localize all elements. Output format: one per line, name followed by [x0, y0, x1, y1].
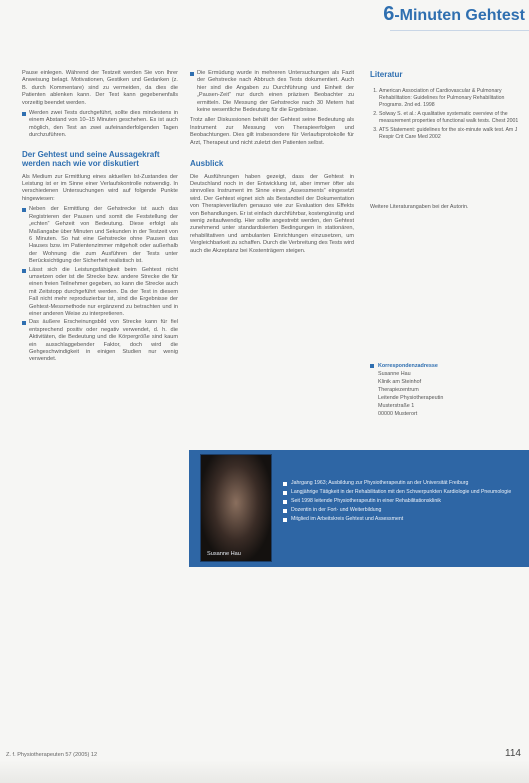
page-number: 114	[505, 748, 521, 759]
footer-citation: Z. f. Physiotherapeuten 57 (2005) 12	[6, 752, 98, 758]
column-2	[190, 70, 354, 258]
author-bio-item: Jahrgang 1963; Ausbildung zur Physiotherapeutin an der Universität Freiburg	[283, 480, 523, 487]
author-bio-item: Seit 1998 leitende Physiotherapeutin in einer Rehabilitationsklinik	[283, 498, 523, 505]
literature-title: Literatur	[370, 70, 403, 79]
author-bio-item: Langjährige Tätigkeit in der Rehabilitation mit den Schwerpunkten Kardiologie und Pneumologie	[283, 489, 523, 496]
correspondence-line: Musterstraße 1	[378, 403, 415, 409]
col2-bullet-1: Die Ermüdung wurde in mehreren Untersuchungen als Fazit der Gehstrecke nach Abbruch des Tests dokumentiert. Auch hier sind die Angaben zu Durchführung und Einheit der „Pausen-Zeit“ nur durch einen präzisen Beobachter zu ermitteln. Die Messung der Gehstrecke nach 30 Metern hat keine wesentliche Bedeutung für die Ergebnisse.	[190, 70, 354, 114]
col1-bullet-1: Werden zwei Tests durchgeführt, sollte dies mindestens in einem Abstand von 10–15 Minuten geschehen. Es ist auch möglich, den Test an zwei aufeinanderfolgenden Tagen durchzuführen.	[22, 110, 178, 140]
header-bar	[383, 0, 529, 31]
literature-item: 1. American Association of Cardiovascular & Pulmonary Rehabilitation: Guidelines for Pulmonary Rehabilitation Programs. 2nd ed. 1998	[379, 88, 520, 109]
col2-paragraph-1: Trotz aller Diskussionen behält der Gehtest seine Bedeutung als Instrument zur Messung von Therapieerfolgen und Beobachtungen. Dies gilt insbesondere für Verlaufsprotokolle für Arzt, Therapeut und nicht zuletzt den Patienten selbst.	[190, 117, 354, 146]
correspondence-line: Leitende Physiotherapeutin	[378, 395, 444, 401]
col1-paragraph-1: Pause einlegen. Während der Testzeit werden Sie von Ihrer Anweisung belagt. Motivationen, Gestiken und Gedanken (z. B. durch Kommentare) sind zu vermeiden, da dies die Patienten ablenken kann. Der Test kann gegebenenfalls vorzeitig beendet werden.	[22, 70, 178, 106]
col1-bullet-3: Lässt sich die Leistungsfähigkeit beim Gehtest nicht umsetzen oder ist die Strecke bzw. andere Strecke die für einen freien Teilnehmer gegeben, so kann die Strecke auch mit Zeitstopp durchgeführt werden. Da der Test in diesem Fall nicht mehr reproduzierbar ist, sind die Ergebnisse der Gehtest-Messmethode nur ergänzend zu betrachten und in einer anderen Weise zu interpretieren.	[22, 267, 178, 319]
literature-item: 3. ATS Statement: guidelines for the six-minute walk test. Am J Respir Crit Care Med 2002	[379, 127, 520, 141]
col1-paragraph-2: Als Medium zur Ermittlung eines aktuellen Ist-Zustandes der Leistung ist er im Sinne einer Verlaufskontrolle notwendig. In verschiedenen Untersuchungen wird auf folgende Punkte hingewiesen:	[22, 173, 178, 202]
col1-bullet-4: Das äußere Erscheinungsbild von Strecke kann für fiel entsprechend positiv oder negativ verwendet, d. h. die Aktivitäten, die Bedeutung und die Körpergröße sind kaum ein ausschlaggebender Faktor, doch wird die Gehgeschwindigkeit in einigen Studien nur wenig verwendet.	[22, 319, 178, 363]
literature-list	[370, 88, 520, 143]
correspondence-line: 00000 Musterort	[378, 411, 418, 417]
literature-note: Weitere Literaturangaben bei der Autorin.	[370, 204, 469, 210]
running-title-number: 6	[383, 3, 395, 25]
correspondence-line: Therapiezentrum	[378, 387, 419, 393]
running-title	[383, 3, 525, 26]
correspondence-line: Susanne Hau	[378, 371, 411, 377]
page-fold	[0, 760, 529, 783]
author-bio-item: Mitglied im Arbeitskreis Gehtest und Assessment	[283, 516, 523, 523]
correspondence-address	[370, 362, 520, 418]
author-box	[189, 450, 529, 567]
correspondence-line: Klinik am Steinhof	[378, 379, 422, 385]
correspondence-label: Korrespondenzadresse	[370, 362, 520, 370]
author-bio-list	[283, 480, 523, 525]
running-title-text: -Minuten Gehtest	[394, 7, 525, 24]
col1-bullet-2: Neben der Ermittlung der Gehstrecke ist auch das Registrieren der Pausen und somit die Feststellung der „echten“ Gehzeit von Bedeutung. Diese erfolgt als Maßangabe über Minuten und Sekunden in der Testzeit von 6 Minuten. So hat eine Gehstrecke ohne Pausen das Hauses bzw. im Patientenzimmer mitgeholt oder außerhalb der Wohnung die zum Ausführen der Tests unter Berücksichtigung der Sicherheit realistisch ist.	[22, 206, 178, 265]
author-bio-item: Dozentin in der Fort- und Weiterbildung	[283, 507, 523, 514]
literature-item: 2. Solway S. et al.: A qualitative systematic overview of the measurement properties of functional walk tests. Chest 2001	[379, 111, 520, 125]
author-photo-caption: Susanne Hau	[207, 551, 241, 557]
col2-heading: Ausblick	[190, 159, 224, 169]
author-photo	[200, 454, 272, 562]
column-1	[22, 70, 178, 365]
col2-paragraph-2: Die Ausführungen haben gezeigt, dass der Gehtest in Deutschland noch in der Entwicklung ist, aber immer öfter als sinnvolles Instrument im Sinne eines „Assessments“ eingesetzt wird. Der Gehtest eignet sich als Bestandteil der Dokumentation von Therapieverläufen genauso wie zur Evaluation des Effekts von Behandlungen. Er ist einfach durchführbar, kostengünstig und wenig zeitaufwendig. Hier sollte angestrebt werden, den Gehtest zunehmend unter standardisierten Bedingungen in stationären, rehabilitativen und ambulanten Einrichtungen einzusetzen, um Vergleichbarkeit zu schaffen. Durch die Verbreitung des Tests wird auch die Akzeptanz bei Kostenträgern steigen.	[190, 173, 354, 254]
col1-heading: Der Gehtest und seine Aussagekraft werden nach wie vor diskutiert	[22, 149, 160, 169]
